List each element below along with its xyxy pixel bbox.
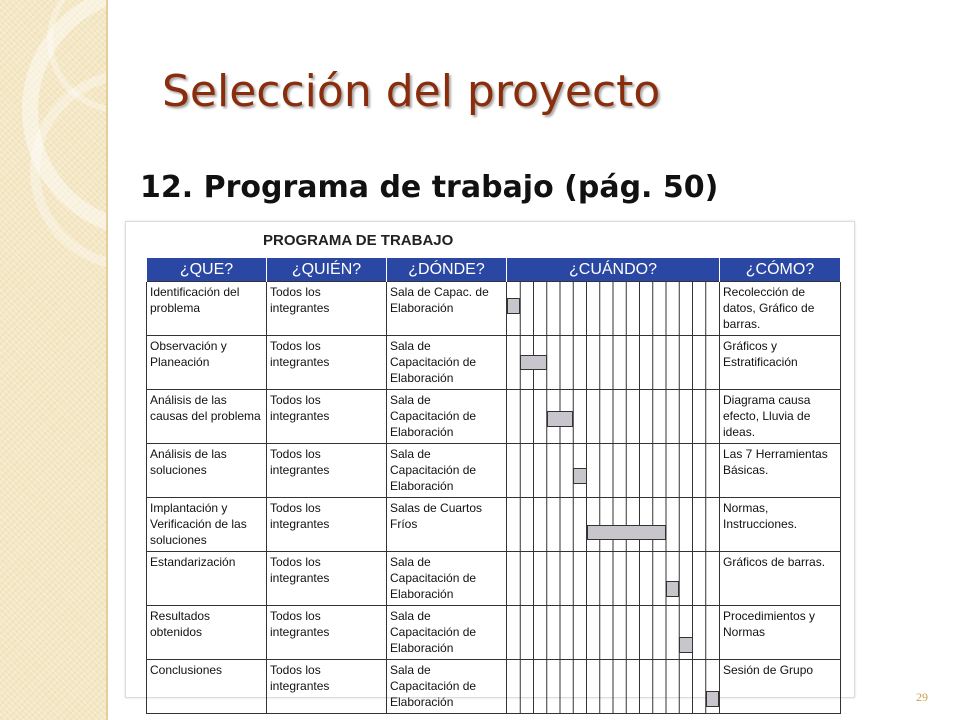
- cell-donde: Sala de Capacitación de Elaboración: [387, 552, 507, 606]
- slide-title: Selección del proyecto: [162, 66, 661, 117]
- cell-que: Observación y Planeación: [147, 336, 267, 390]
- cell-donde: Salas de Cuartos Fríos: [387, 498, 507, 552]
- table-row: [147, 552, 841, 606]
- timeline-cell: [507, 444, 720, 498]
- timeline-cell: [507, 498, 720, 552]
- cell-como: Gráficos de barras.: [720, 552, 841, 606]
- header-quien: ¿QUIÉN?: [267, 258, 387, 282]
- decorative-sidebar: [0, 0, 108, 720]
- header-cuando: ¿CUÁNDO?: [507, 258, 720, 282]
- header-como: ¿CÓMO?: [720, 258, 841, 282]
- header-que: ¿QUE?: [147, 258, 267, 282]
- gantt-bar: [520, 355, 547, 371]
- table-row: [147, 336, 841, 390]
- timeline-gridlines: [507, 390, 719, 443]
- cell-como: Sesión de Grupo: [720, 660, 841, 714]
- cell-quien: Todos los integrantes: [267, 282, 387, 336]
- table-row: [147, 282, 841, 336]
- gantt-bar: [587, 525, 667, 541]
- cell-que: Resultados obtenidos: [147, 606, 267, 660]
- table-row: [147, 390, 841, 444]
- timeline-gridlines: [507, 552, 719, 605]
- table-row: [147, 606, 841, 660]
- cell-como: Recolección de datos, Gráfico de barras.: [720, 282, 841, 336]
- gantt-bar: [547, 411, 574, 427]
- table-row: [147, 660, 841, 714]
- page-number: 29: [916, 690, 928, 704]
- cell-quien: Todos los integrantes: [267, 552, 387, 606]
- cell-que: Identificación del problema: [147, 282, 267, 336]
- work-program-table: [146, 258, 841, 714]
- cell-donde: Sala de Capacitación de Elaboración: [387, 390, 507, 444]
- gantt-bar: [507, 298, 520, 314]
- cell-donde: Sala de Capacitación de Elaboración: [387, 660, 507, 714]
- cell-quien: Todos los integrantes: [267, 444, 387, 498]
- cell-quien: Todos los integrantes: [267, 660, 387, 714]
- timeline-cell: [507, 552, 720, 606]
- cell-quien: Todos los integrantes: [267, 498, 387, 552]
- gantt-bar: [679, 637, 692, 653]
- cell-que: Análisis de las soluciones: [147, 444, 267, 498]
- cell-quien: Todos los integrantes: [267, 606, 387, 660]
- cell-como: Las 7 Herramientas Básicas.: [720, 444, 841, 498]
- cell-donde: Sala de Capacitación de Elaboración: [387, 606, 507, 660]
- cell-como: Gráficos y Estratificación: [720, 336, 841, 390]
- cell-como: Normas, Instrucciones.: [720, 498, 841, 552]
- cell-que: Conclusiones: [147, 660, 267, 714]
- cell-que: Estandarización: [147, 552, 267, 606]
- cell-donde: Sala de Capac. de Elaboración: [387, 282, 507, 336]
- cell-que: Análisis de las causas del problema: [147, 390, 267, 444]
- slide-subtitle: 12. Programa de trabajo (pág. 50): [140, 170, 719, 205]
- cell-quien: Todos los integrantes: [267, 390, 387, 444]
- program-title: PROGRAMA DE TRABAJO: [263, 232, 454, 249]
- timeline-gridlines: [507, 444, 719, 497]
- cell-como: Diagrama causa efecto, Lluvia de ideas.: [720, 390, 841, 444]
- cell-como: Procedimientos y Normas: [720, 606, 841, 660]
- cell-donde: Sala de Capacitación de Elaboración: [387, 336, 507, 390]
- table-row: [147, 444, 841, 498]
- timeline-cell: [507, 390, 720, 444]
- cell-donde: Sala de Capacitación de Elaboración: [387, 444, 507, 498]
- header-donde: ¿DÓNDE?: [387, 258, 507, 282]
- gantt-bar: [666, 581, 679, 597]
- timeline-cell: [507, 282, 720, 336]
- gantt-bar: [573, 468, 586, 484]
- timeline-cell: [507, 606, 720, 660]
- timeline-gridlines: [507, 660, 719, 713]
- timeline-cell: [507, 336, 720, 390]
- cell-que: Implantación y Verificación de las soluciones: [147, 498, 267, 552]
- work-program-figure: [125, 221, 855, 709]
- table-row: [147, 498, 841, 552]
- gantt-bar: [706, 691, 719, 707]
- timeline-cell: [507, 660, 720, 714]
- header-row: [147, 258, 841, 282]
- swirl-ornament-icon: [0, 0, 106, 720]
- cell-quien: Todos los integrantes: [267, 336, 387, 390]
- timeline-gridlines: [507, 282, 719, 335]
